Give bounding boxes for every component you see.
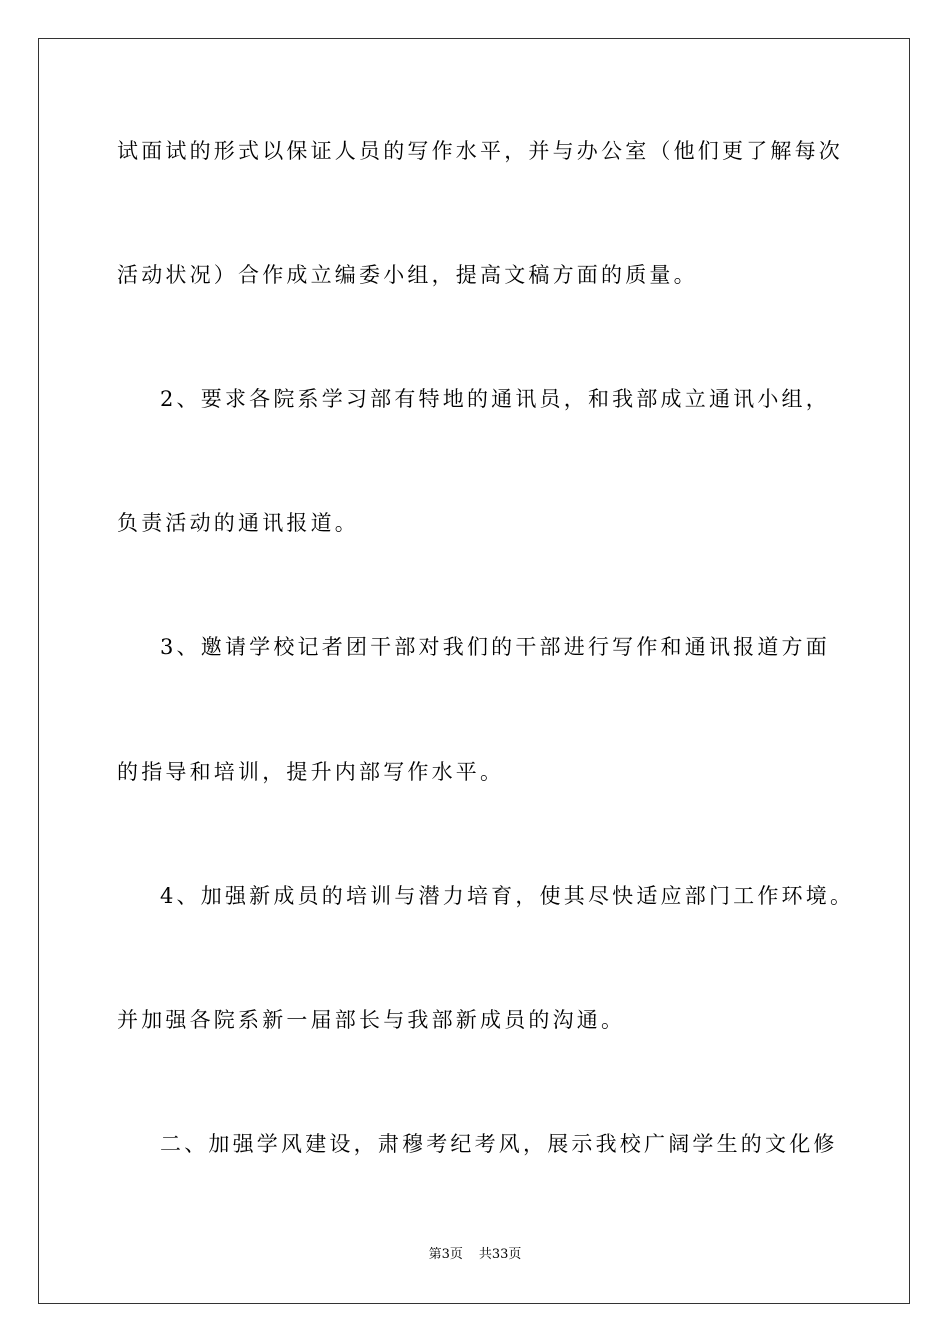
total-pages: 共33页: [478, 1247, 522, 1262]
body-text-line: 的指导和培训，提升内部写作水平。: [117, 760, 505, 784]
body-text-line: 4、加强新成员的培训与潜力培育，使其尽快适应部门工作环境。: [160, 884, 855, 908]
body-text-line: 2、要求各院系学习部有特地的通讯员，和我部成立通讯小组，: [160, 387, 830, 411]
page-footer: [0, 1246, 950, 1264]
body-text-line: 试面试的形式以保证人员的写作水平，并与办公室（他们更了解每次: [117, 139, 843, 163]
body-text-line: 二、加强学风建设，肃穆考纪考风，展示我校广阔学生的文化修: [160, 1132, 838, 1156]
body-text-line: 负责活动的通讯报道。: [117, 511, 359, 535]
body-text-line: 并加强各院系新一届部长与我部新成员的沟通。: [117, 1008, 626, 1032]
body-text-line: 3、邀请学校记者团干部对我们的干部进行写作和通讯报道方面: [160, 635, 830, 659]
page-number: 第3页: [428, 1247, 463, 1262]
page-border: [38, 38, 910, 1304]
body-text-line: 活动状况）合作成立编委小组，提高文稿方面的质量。: [117, 263, 698, 287]
